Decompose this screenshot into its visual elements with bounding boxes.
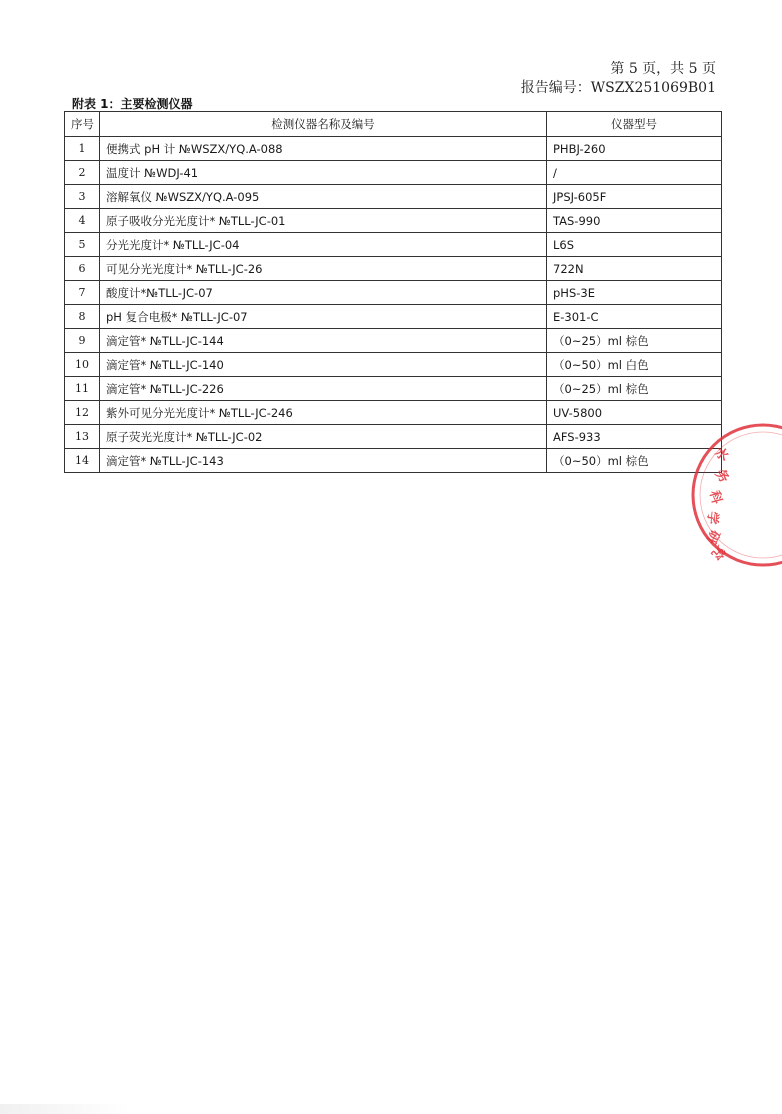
table-row xyxy=(65,161,722,185)
row-index: 14 xyxy=(65,449,100,473)
scan-artifact xyxy=(0,1104,130,1114)
seal-char: 究 xyxy=(707,542,728,562)
table-row xyxy=(65,329,722,353)
instrument-name: 分光光度计* №TLL-JC-04 xyxy=(100,233,547,257)
table-row xyxy=(65,257,722,281)
table-row xyxy=(65,377,722,401)
page-number-info: 第 5 页，共 5 页 xyxy=(610,61,716,77)
report-number: 报告编号：WSZX251069B01 xyxy=(520,80,716,96)
table-header-row xyxy=(65,112,722,137)
row-index: 6 xyxy=(65,257,100,281)
instrument-model: TAS-990 xyxy=(547,209,722,233)
table-row xyxy=(65,209,722,233)
instrument-model: （0~50）ml 棕色 xyxy=(547,449,722,473)
instrument-model: （0~50）ml 白色 xyxy=(547,353,722,377)
instrument-name: 滴定管* №TLL-JC-143 xyxy=(100,449,547,473)
seal-char: 研 xyxy=(702,527,722,546)
table-row xyxy=(65,353,722,377)
row-index: 5 xyxy=(65,233,100,257)
instrument-name: 原子吸收分光光度计* №TLL-JC-01 xyxy=(100,209,547,233)
table-row xyxy=(65,425,722,449)
seal-char: 学 xyxy=(703,510,720,525)
instrument-name: 滴定管* №TLL-JC-144 xyxy=(100,329,547,353)
instrument-name: 温度计 №WDJ-41 xyxy=(100,161,547,185)
table-row xyxy=(65,137,722,161)
instrument-model: （0~25）ml 棕色 xyxy=(547,377,722,401)
row-index: 9 xyxy=(65,329,100,353)
row-index: 8 xyxy=(65,305,100,329)
instrument-name: 便携式 pH 计 №WSZX/YQ.A-088 xyxy=(100,137,547,161)
instrument-name: 溶解氧仪 №WSZX/YQ.A-095 xyxy=(100,185,547,209)
instrument-name: 酸度计*№TLL-JC-07 xyxy=(100,281,547,305)
instrument-name: 原子荧光光度计* №TLL-JC-02 xyxy=(100,425,547,449)
instrument-model: AFS-933 xyxy=(547,425,722,449)
seal-char: 务 xyxy=(711,466,732,486)
instrument-model: UV-5800 xyxy=(547,401,722,425)
instrument-model: E-301-C xyxy=(547,305,722,329)
row-index: 13 xyxy=(65,425,100,449)
row-index: 12 xyxy=(65,401,100,425)
table-row xyxy=(65,401,722,425)
instrument-name: 可见分光光度计* №TLL-JC-26 xyxy=(100,257,547,281)
header-instrument-name: 检测仪器名称及编号 xyxy=(100,112,547,137)
instrument-name: pH 复合电极* №TLL-JC-07 xyxy=(100,305,547,329)
instrument-name: 滴定管* №TLL-JC-140 xyxy=(100,353,547,377)
table-row xyxy=(65,233,722,257)
instrument-model: PHBJ-260 xyxy=(547,137,722,161)
instrument-model: / xyxy=(547,161,722,185)
row-index: 2 xyxy=(65,161,100,185)
row-index: 7 xyxy=(65,281,100,305)
page-header xyxy=(521,60,716,98)
seal-char: 科 xyxy=(706,489,724,506)
instrument-model: L6S xyxy=(547,233,722,257)
row-index: 10 xyxy=(65,353,100,377)
instrument-model: pHS-3E xyxy=(547,281,722,305)
instrument-model: （0~25）ml 棕色 xyxy=(547,329,722,353)
row-index: 11 xyxy=(65,377,100,401)
row-index: 4 xyxy=(65,209,100,233)
instrument-name: 紫外可见分光光度计* №TLL-JC-246 xyxy=(100,401,547,425)
row-index: 3 xyxy=(65,185,100,209)
header-instrument-model: 仪器型号 xyxy=(547,112,722,137)
row-index: 1 xyxy=(65,137,100,161)
equipment-table xyxy=(64,111,722,473)
table-row xyxy=(65,185,722,209)
table-row xyxy=(65,305,722,329)
instrument-model: JPSJ-605F xyxy=(547,185,722,209)
table-row xyxy=(65,449,722,473)
seal-char: 水 xyxy=(711,444,731,465)
header-index: 序号 xyxy=(65,112,100,137)
table-row xyxy=(65,281,722,305)
table-caption: 附表 1：主要检测仪器 xyxy=(72,97,193,111)
instrument-model: 722N xyxy=(547,257,722,281)
instrument-name: 滴定管* №TLL-JC-226 xyxy=(100,377,547,401)
